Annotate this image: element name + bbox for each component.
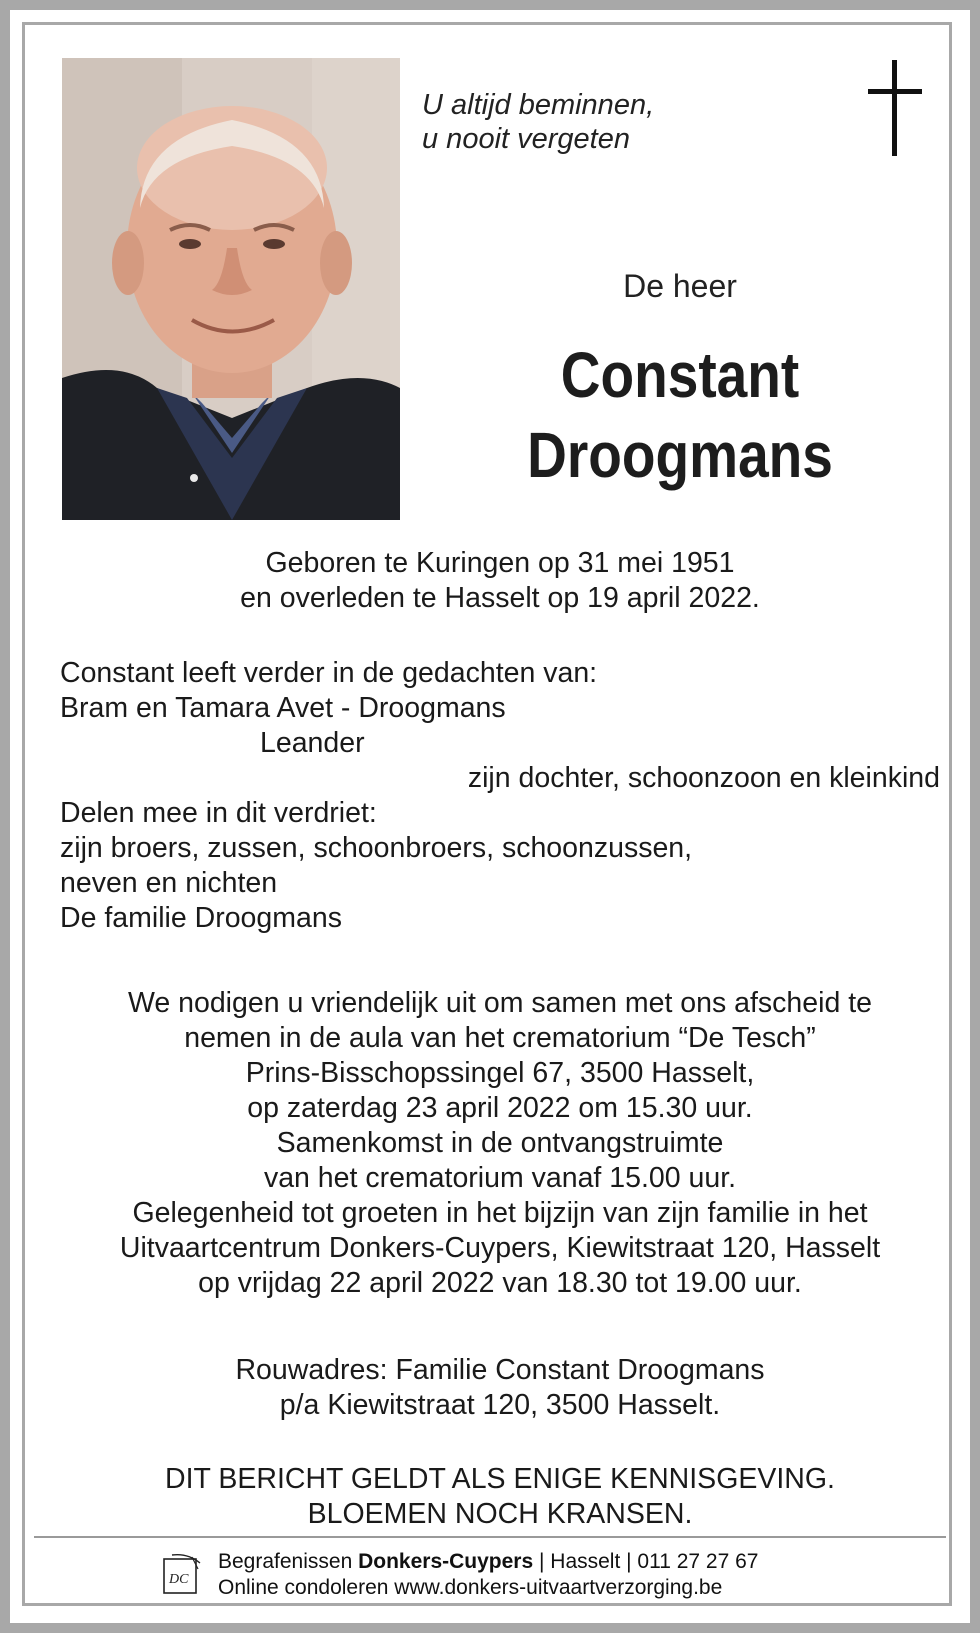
company-logo-icon (162, 1553, 202, 1597)
honorific: De heer (623, 268, 737, 304)
ceremony-line: Prins-Bisschopssingel 67, 3500 Hasselt, (245, 1057, 755, 1089)
ceremony-line: op zaterdag 23 april 2022 om 15.30 uur. (247, 1092, 753, 1124)
obituary-card (10, 10, 970, 1623)
ceremony-line: nemen in de aula van het crematorium “De Tesch” (184, 1022, 816, 1054)
family-cousins: neven en nichten (60, 867, 278, 899)
motto-line: u nooit vergeten (422, 123, 630, 155)
footer (150, 1546, 850, 1606)
birth-death-info (50, 546, 950, 616)
footer-prefix: Begrafenissen (218, 1550, 359, 1573)
deceased-name (456, 335, 903, 495)
footer-online[interactable]: Online condoleren www.donkers-uitvaartverzorging.be (218, 1576, 723, 1599)
family-intro: Constant leeft verder in de gedachten van: (60, 657, 598, 689)
ceremony-info (50, 986, 950, 1301)
family-list (60, 656, 940, 936)
footer-company: Donkers-Cuypers (358, 1550, 534, 1573)
cross-icon (865, 60, 925, 160)
mourning-address (50, 1353, 950, 1423)
ceremony-line: van het crematorium vanaf 15.00 uur. (263, 1162, 737, 1194)
notice-line: BLOEMEN NOCH KRANSEN. (307, 1498, 693, 1530)
family-relation: zijn dochter, schoonzoon en kleinkind (467, 762, 940, 794)
family-name: De familie Droogmans (60, 902, 342, 934)
last-name: Droogmans (527, 419, 833, 491)
footer-text (218, 1549, 759, 1601)
footer-divider (34, 1536, 946, 1538)
ceremony-line: Gelegenheid tot groeten in het bijzijn van zijn familie in het (132, 1197, 868, 1229)
family-grandchild: Leander (260, 727, 365, 759)
family-siblings: zijn broers, zussen, schoonbroers, schoonzussen, (60, 832, 693, 864)
portrait-photo (62, 58, 400, 520)
ceremony-line: We nodigen u vriendelijk uit om samen met ons afscheid te (127, 987, 873, 1019)
ceremony-line: Samenkomst in de ontvangstruimte (276, 1127, 724, 1159)
family-children: Bram en Tamara Avet - Droogmans (60, 692, 506, 724)
notice-line: DIT BERICHT GELDT ALS ENIGE KENNISGEVING. (165, 1463, 835, 1495)
family-share-intro: Delen mee in dit verdriet: (60, 797, 377, 829)
motto (422, 88, 654, 156)
address-line: Rouwadres: Familie Constant Droogmans (235, 1354, 765, 1386)
footer-line-1 (218, 1549, 759, 1575)
birth-line: Geboren te Kuringen op 31 mei 1951 (265, 547, 735, 579)
motto-line: U altijd beminnen, (422, 89, 655, 121)
address-line: p/a Kiewitstraat 120, 3500 Hasselt. (279, 1389, 721, 1421)
ceremony-line: Uitvaartcentrum Donkers-Cuypers, Kiewitstraat 120, Hasselt (119, 1232, 881, 1264)
first-name: Constant (560, 339, 800, 411)
footer-details: | Hasselt | 011 27 27 67 (533, 1550, 759, 1573)
ceremony-line: op vrijdag 22 april 2022 van 18.30 tot 19.00 uur. (198, 1267, 802, 1299)
death-line: en overleden te Hasselt op 19 april 2022. (240, 582, 760, 614)
notice (50, 1462, 950, 1532)
logo-letters: DC (169, 1572, 189, 1587)
